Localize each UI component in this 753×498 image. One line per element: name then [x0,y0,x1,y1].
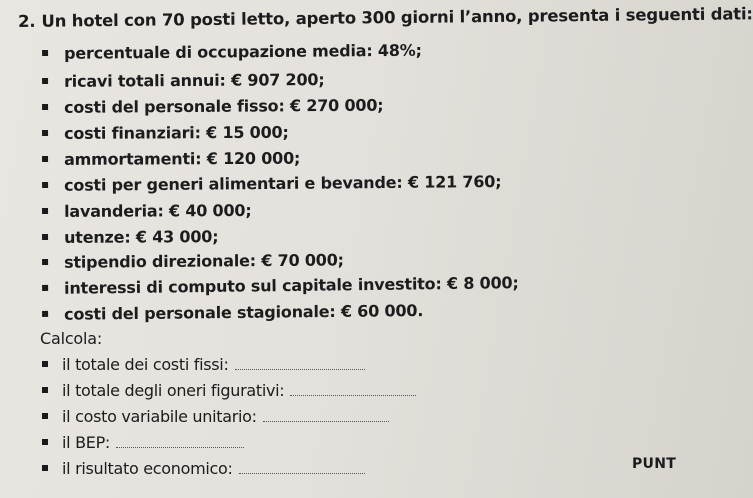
bullet-icon [42,387,48,393]
bullet-icon [42,413,48,419]
bullet-icon [42,465,48,471]
data-item: costi per generi alimentari e bevande: € 121 760; [42,172,501,195]
task-item: il risultato economico: [42,459,365,478]
answer-blank[interactable] [290,383,416,396]
bullet-icon [42,181,48,187]
bullet-icon [42,439,48,445]
exercise-number: 2. [18,11,36,31]
bullet-icon [42,77,48,83]
bullet-icon [42,49,48,55]
data-item: costi del personale fisso: € 270 000; [42,96,384,117]
data-item: utenze: € 43 000; [42,227,218,247]
data-item: interessi di computo sul capitale investito: € 8 000; [42,273,519,298]
answer-blank[interactable] [116,435,244,448]
exercise-statement: Un hotel con 70 posti letto, aperto 300 giorni l’anno, presenta i seguenti dati: [41,4,753,31]
data-item: lavanderia: € 40 000; [42,201,252,221]
answer-blank[interactable] [263,409,389,422]
bullet-icon [42,207,48,213]
bullet-icon [42,361,48,367]
bullet-icon [42,129,48,135]
calcola-label: Calcola: [40,329,103,348]
answer-blank[interactable] [239,461,365,474]
data-item: costi del personale stagionale: € 60 000. [42,301,423,324]
task-item: il totale degli oneri figurativi: [42,381,416,400]
task-item: il BEP: [42,433,244,452]
bullet-icon [42,103,48,109]
bullet-icon [42,258,48,264]
bullet-icon [42,310,48,316]
points-label: PUNT [632,456,677,472]
data-item: costi finanziari: € 15 000; [42,123,289,143]
data-item: ricavi totali annui: € 907 200; [42,70,325,91]
answer-blank[interactable] [235,357,365,370]
data-item: ammortamenti: € 120 000; [42,149,300,169]
bullet-icon [42,284,48,290]
exercise-heading [18,4,753,31]
task-item: il totale dei costi fissi: [42,355,365,374]
data-item: stipendio direzionale: € 70 000; [42,250,344,272]
bullet-icon [42,233,48,239]
bullet-icon [42,155,48,161]
data-item: percentuale di occupazione media: 48%; [42,41,422,63]
task-item: il costo variabile unitario: [42,407,389,426]
